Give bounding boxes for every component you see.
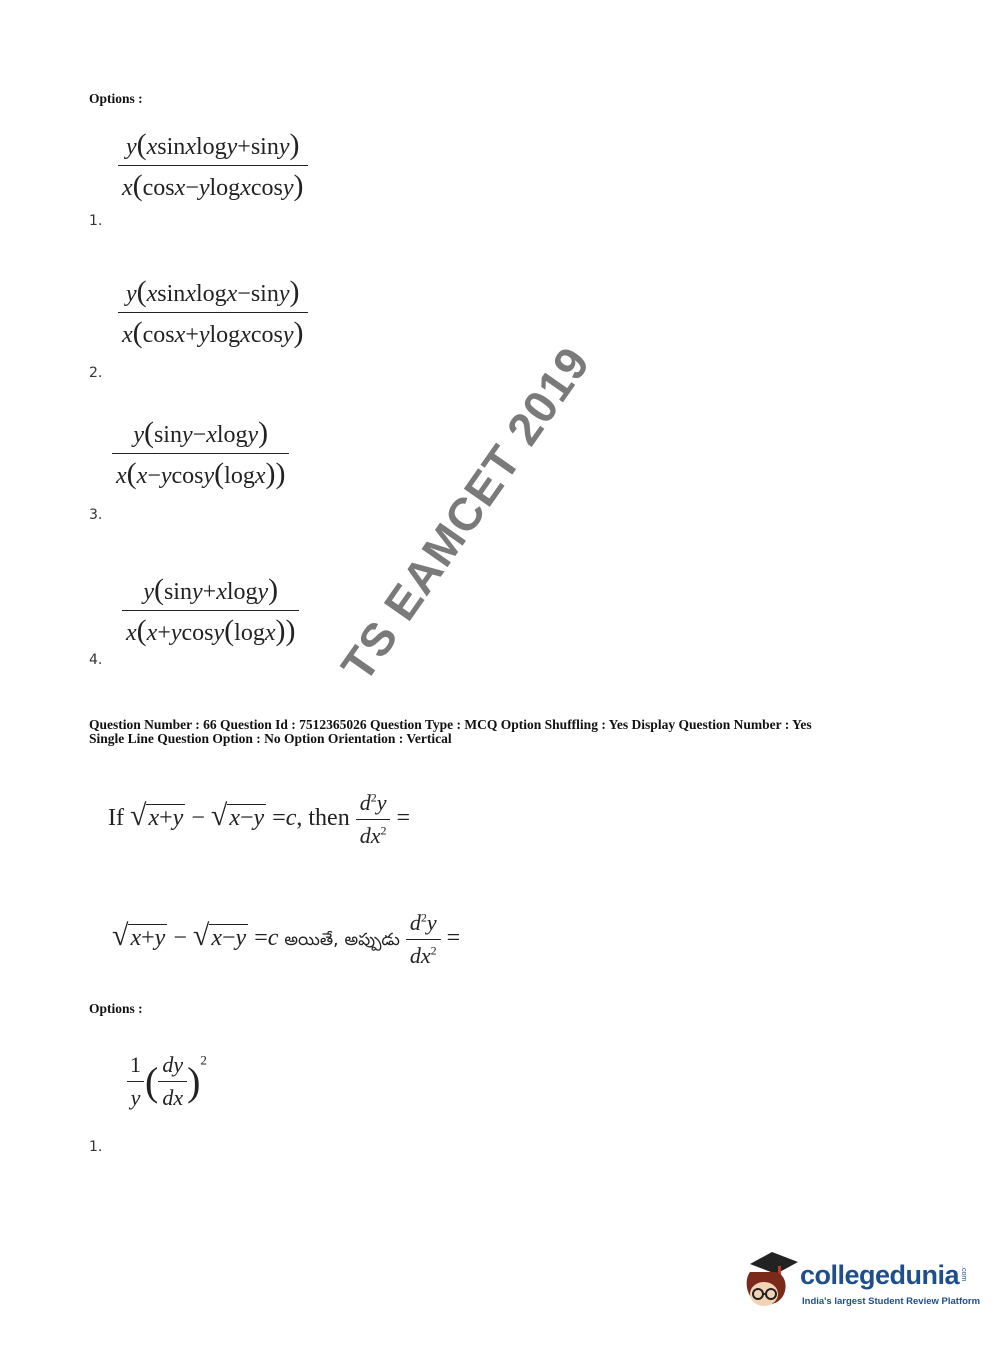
mascot-icon [742, 1250, 798, 1310]
question-meta-line-1: Question Number : 66 Question Id : 7512365026 Question Type : MCQ Option Shuffling : Yes Display Question Number : Yes [89, 717, 812, 732]
question-meta-line-2: Single Line Question Option : No Option Orientation : Vertical [89, 731, 452, 746]
brand-tagline: India's largest Student Review Platform [802, 1296, 981, 1307]
question-meta [89, 718, 812, 746]
collegedunia-logo [742, 1250, 981, 1312]
question-english: If √ x+y − √ x−y =c, then $\frac{d^2y}{dx^2}$ = [108, 790, 411, 848]
option-3-formula: $\frac{y(\sin y-xlogy)}{x(x-ycosy(\log x))}$ [112, 416, 289, 491]
then-word: , then [296, 805, 350, 832]
options-heading-1: Options : [89, 91, 143, 106]
q66-option-number-1: 1. [89, 1139, 103, 1155]
brand-suffix: .com [960, 1266, 967, 1282]
watermark: TS EAMCET 2019 [330, 337, 600, 691]
q66-option-1-formula: $\frac{1}{y}$ ( $\frac{dy}{dx}$ )$^2$ [126, 1052, 207, 1111]
option-number-1: 1. [89, 213, 103, 229]
question-telugu: √ x+y − √ x−y =c అయితే, అప్పుడు $\frac{d^2y}{dx^2}$ = [112, 910, 461, 968]
if-word: If [108, 805, 124, 832]
telugu-if: అయితే, [284, 930, 339, 951]
option-2-formula: $\frac{\text{y(xsinxlogx−siny)}}{\text{x(cosx+ylogxcosy)}}$ [118, 275, 308, 350]
telugu-then: అప్పుడు [344, 930, 400, 951]
brand-name: collegedunia [800, 1260, 960, 1290]
option-4-formula: $\frac{y(\sin y+xlogy)}{x(x+ycosy(\log x))}$ [122, 573, 299, 648]
option-number-2: 2. [89, 365, 103, 381]
options-heading-2: Options : [89, 1001, 143, 1016]
option-number-4: 4. [89, 652, 103, 668]
option-1-formula: $\frac{\text{y(xsinxlogy+siny)}}{\text{x(cosx−ylogxcosy)}}$ [118, 128, 308, 203]
option-number-3: 3. [89, 507, 103, 523]
